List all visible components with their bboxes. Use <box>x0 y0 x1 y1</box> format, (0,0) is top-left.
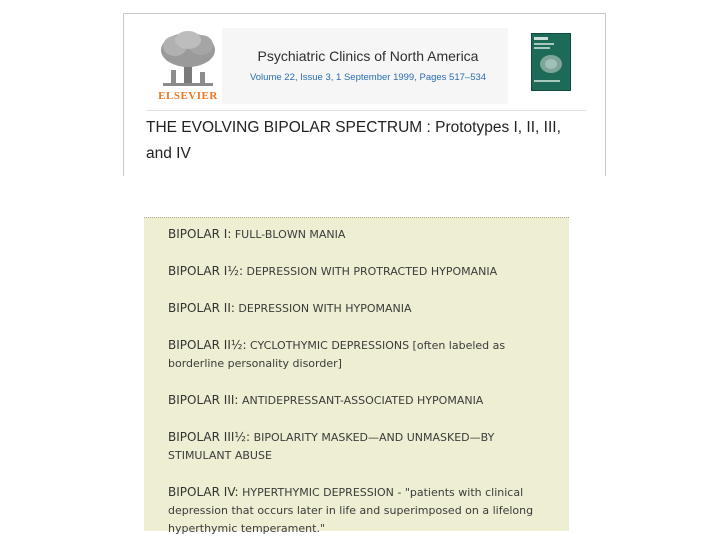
prototype-label: BIPOLAR IV: <box>168 485 239 499</box>
journal-cover-icon <box>532 34 570 90</box>
prototype-description: FULL-BLOWN MANIA <box>234 228 346 241</box>
prototype-description: BIPOLARITY MASKED—AND UNMASKED—BY STIMULANT ABUSE <box>168 431 495 462</box>
prototype-description: DEPRESSION WITH PROTRACTED HYPOMANIA <box>246 265 498 278</box>
prototype-label: BIPOLAR II½: <box>168 338 247 352</box>
journal-header <box>146 28 586 111</box>
prototype-item <box>168 336 560 373</box>
prototype-label: BIPOLAR III½: <box>168 430 251 444</box>
volume-issue-link[interactable]: Volume 22, Issue 3, 1 September 1999, Pages 517–534 <box>249 72 487 83</box>
prototype-item <box>168 299 560 318</box>
prototype-item <box>168 428 560 465</box>
journal-title[interactable]: Psychiatric Clinics of North America <box>257 48 479 64</box>
tree-icon <box>153 28 223 90</box>
prototype-description: CYCLOTHYMIC DEPRESSIONS [often labeled as borderline personality disorder] <box>168 339 506 370</box>
journal-info <box>222 28 508 104</box>
prototype-label: BIPOLAR II: <box>168 301 235 315</box>
article-card <box>123 13 606 176</box>
prototype-item <box>168 483 560 538</box>
journal-cover-thumbnail[interactable] <box>531 33 571 91</box>
prototype-description: ANTIDEPRESSANT-ASSOCIATED HYPOMANIA <box>241 394 484 407</box>
prototype-label: BIPOLAR I½: <box>168 264 243 278</box>
prototype-list <box>168 225 560 556</box>
prototype-label: BIPOLAR III: <box>168 393 239 407</box>
prototype-item <box>168 262 560 281</box>
article-title[interactable]: THE EVOLVING BIPOLAR SPECTRUM : Prototypes I, II, III, and IV <box>146 119 561 162</box>
prototype-item <box>168 391 560 410</box>
elsevier-logo[interactable] <box>153 28 223 104</box>
publisher-name: ELSEVIER <box>158 90 218 102</box>
prototype-description: DEPRESSION WITH HYPOMANIA <box>238 302 412 315</box>
prototype-label: BIPOLAR I: <box>168 227 232 241</box>
prototype-item <box>168 225 560 244</box>
prototype-list-panel <box>144 217 569 535</box>
prototype-description: HYPERTHYMIC DEPRESSION - "patients with clinical depression that occurs later in life and superimposed on a lifelong hyperthymic temperament." <box>168 486 534 535</box>
